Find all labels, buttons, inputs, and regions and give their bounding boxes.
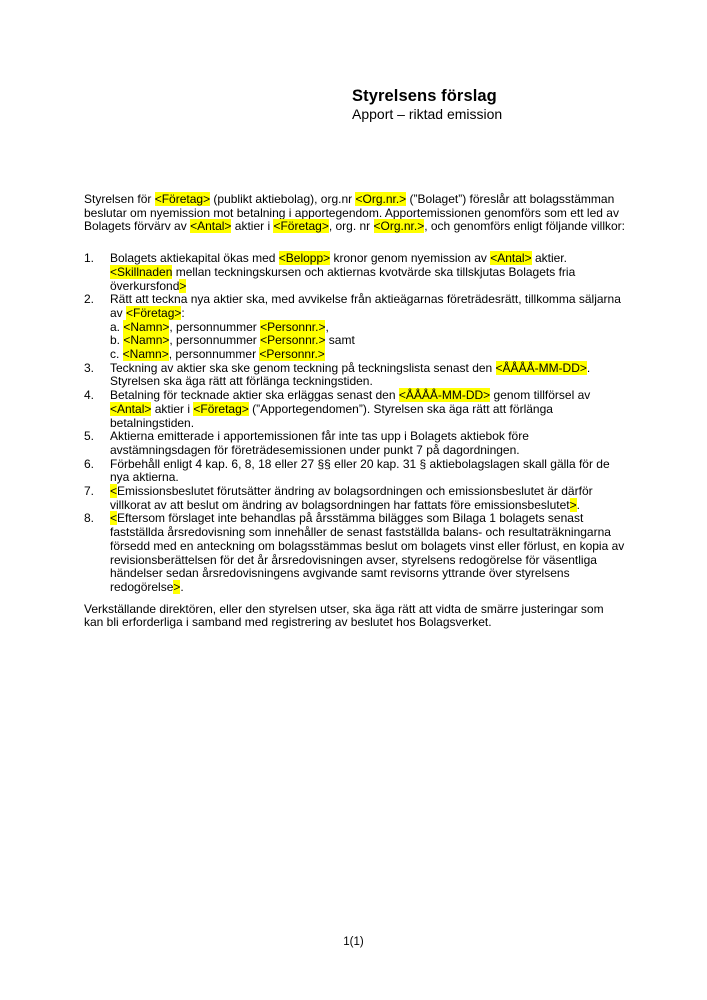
text-segment: (”Bolaget”) föreslår att bolagsstämman beslutar om nyemission mot betalning i apportegendom. Apportemissionen genomförs som ett led av Bolagets förvärv av [84, 192, 619, 234]
terms-list [84, 252, 625, 595]
text-segment: (publikt aktiebolag), org.nr [210, 192, 356, 206]
text-segment: Rätt att teckna nya aktier ska, med avvikelse från aktieägarnas företrädesrätt, tillkomma säljarna av [110, 292, 621, 320]
text-segment: genom tillförsel av [490, 388, 591, 403]
list-item-2 [84, 293, 625, 362]
text-segment: Betalning för tecknade aktier ska erläggas senast den [110, 388, 399, 403]
intro-paragraph [84, 193, 625, 234]
list-item-text [110, 512, 625, 594]
text-segment: Aktierna emitterade i apportemissionen får inte tas upp i Bolagets aktiebok före avstämningsdagen för företrädesemissionen under punkt 7 på dagordningen. [110, 429, 529, 457]
text-segment: Eftersom förslaget inte behandlas på årsstämma bilägges som Bilaga 1 bolagets senast fastställda årsredovisning som innehåller de senast fastställda balans- och resultaträkningarna försedd med en anteckning om bolagsstämmas beslut om bolagets vinst eller förlust, en kopia av revisionsberättelsen för det år årsredovisningen avser, styrelsens redogörelse för väsentliga händelser sedan årsredovisningens avgivande samt revisorns yttrande över styrelsens redogörelse [110, 511, 625, 594]
placeholder-highlight: <Antal> [110, 401, 152, 416]
placeholder-highlight: <Belopp> [278, 251, 331, 266]
list-item-number: 6. [84, 456, 95, 471]
list-item-number: 4. [84, 388, 95, 403]
text-segment: (”Apportegendomen”). Styrelsen ska äga rätt att förlänga betalningstiden. [110, 401, 553, 430]
placeholder-highlight: <Personnr.> [259, 347, 325, 362]
list-item-text [110, 458, 625, 485]
list-item-6 [84, 458, 625, 485]
placeholder-highlight: < [110, 511, 118, 526]
list-item-text [110, 362, 625, 389]
text-segment: , [325, 319, 329, 334]
placeholder-highlight: <Antal> [190, 219, 232, 234]
placeholder-highlight: <Org.nr.> [373, 219, 425, 234]
list-item-1 [84, 252, 625, 293]
text-segment: mellan teckningskursen och aktiernas kvotvärde ska tillskjutas Bolagets fria överkursfond [110, 264, 576, 293]
text-segment: , personnummer [169, 333, 261, 348]
text-segment: , org. nr [328, 219, 374, 234]
placeholder-highlight: > [179, 278, 187, 293]
text-segment: aktier. [531, 251, 567, 266]
text-segment: . Styrelsen ska äga rätt att förlänga teckningstiden. [110, 360, 591, 389]
text-segment: . [180, 579, 184, 594]
list-item-3 [84, 362, 625, 389]
text-segment: Teckning av aktier ska ske genom teckning på teckningslista senast den [110, 360, 496, 375]
placeholder-highlight: > [569, 497, 577, 512]
text-segment: : [181, 305, 185, 320]
document-title: Styrelsens förslag [352, 87, 497, 105]
text-segment: . [576, 497, 580, 512]
text-segment: c. [110, 347, 123, 362]
page-footer [0, 936, 707, 950]
list-item-text [110, 485, 625, 512]
placeholder-highlight: <Namn> [123, 319, 170, 334]
page-number: 1(1) [343, 936, 364, 948]
placeholder-highlight: <Skillnaden [110, 264, 173, 279]
placeholder-highlight: <Personnr.> [260, 333, 326, 348]
placeholder-highlight: <Org.nr.> [355, 192, 407, 206]
placeholder-highlight: <Företag> [126, 305, 182, 320]
list-item-text [110, 430, 625, 457]
placeholder-highlight: <Personnr.> [260, 319, 326, 334]
text-segment: a. [110, 319, 124, 334]
list-item-number: 7. [84, 484, 95, 499]
text-segment: aktier i [231, 219, 274, 234]
placeholder-highlight: <Namn> [123, 333, 170, 348]
text-segment: Förbehåll enligt 4 kap. 6, 8, 18 eller 27 §§ eller 20 kap. 31 § aktiebolagslagen skall gälla för de nya aktierna. [110, 456, 610, 485]
list-item-text [110, 293, 625, 362]
list-item-text [110, 389, 625, 430]
placeholder-highlight: <Antal> [490, 251, 532, 266]
text-segment: Bolagets aktiekapital ökas med [110, 251, 279, 266]
closing-paragraph: Verkställande direktören, eller den styrelsen utser, ska äga rätt att vidta de smärre justeringar som kan bli erforderliga i samband med registrering av beslutet hos Bolagsverket. [84, 601, 604, 630]
text-segment: , och genomförs enligt följande villkor: [424, 219, 625, 234]
list-item-8 [84, 512, 625, 594]
text-segment: Emissionsbeslutet förutsätter ändring av bolagsordningen och emissionsbeslutet är därför villkorat av att beslut om ändring av bolagsordningen har fattats före emissionsbeslutet [110, 484, 593, 512]
placeholder-highlight: <Namn> [122, 347, 169, 362]
document-header [352, 86, 502, 123]
list-item-7 [84, 485, 625, 512]
text-segment: kronor genom nyemission av [330, 251, 491, 266]
placeholder-highlight: <Företag> [154, 192, 211, 206]
text-segment: samt [325, 333, 355, 348]
list-item-number: 1. [84, 251, 95, 266]
placeholder-highlight: <ÅÅÅÅ-MM-DD> [495, 360, 587, 375]
text-segment: b. [110, 333, 124, 348]
placeholder-highlight: <Företag> [193, 401, 249, 416]
list-item-number: 3. [84, 360, 95, 375]
document-subtitle: Apport – riktad emission [352, 106, 503, 122]
text-segment: aktier i [151, 401, 194, 416]
list-item-text [110, 252, 625, 293]
placeholder-highlight: <ÅÅÅÅ-MM-DD> [398, 388, 491, 403]
text-segment: , personnummer [168, 347, 260, 362]
placeholder-highlight: <Företag> [273, 219, 329, 234]
document-body [84, 193, 625, 630]
text-segment: , personnummer [169, 319, 261, 334]
list-item-5 [84, 430, 625, 457]
list-item-4 [84, 389, 625, 430]
placeholder-highlight: > [173, 579, 181, 594]
list-item-number: 8. [84, 511, 95, 526]
placeholder-highlight: < [110, 484, 118, 499]
list-item-number: 5. [84, 429, 95, 444]
list-item-number: 2. [84, 292, 95, 307]
text-segment: Styrelsen för [84, 192, 155, 206]
